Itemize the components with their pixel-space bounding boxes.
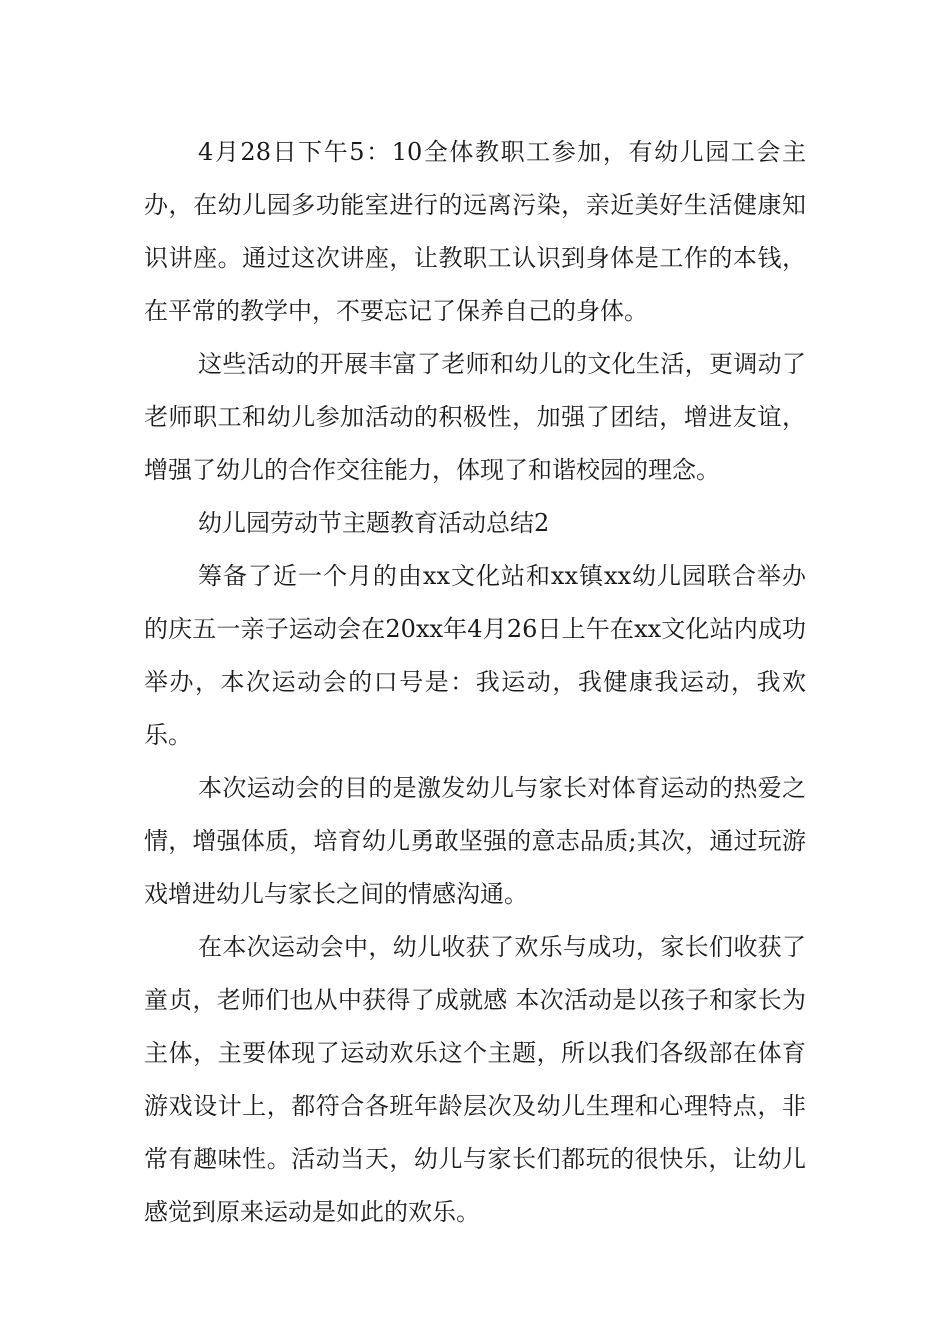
paragraph-activities-summary: 这些活动的开展丰富了老师和幼儿的文化生活，更调动了老师职工和幼儿参加活动的积极性，加强了团结，增进友谊，增强了幼儿的合作交往能力，体现了和谐校园的理念。 — [144, 350, 806, 484]
document-body — [144, 126, 806, 1239]
paragraph-lecture: 4月28日下午5：10全体教职工参加，有幼儿园工会主办，在幼儿园多功能室进行的远离污染，亲近美好生活健康知识讲座。通过这次讲座，让教职工认识到身体是工作的本钱，在平常的教学中，不要忘记了保养自己的身体。 — [144, 138, 806, 325]
section-heading: 幼儿园劳动节主题教育活动总结2 — [198, 509, 550, 537]
paragraph-sports-meet-purpose: 本次运动会的目的是激发幼儿与家长对体育运动的热爱之情，增强体质，培育幼儿勇敢坚强的意志品质;其次，通过玩游戏增进幼儿与家长之间的情感沟通。 — [144, 774, 806, 908]
paragraph-sports-meet-intro: 筹备了近一个月的由xx文化站和xx镇xx幼儿园联合举办的庆五一亲子运动会在20xx年4月26日上午在xx文化站内成功举办，本次运动会的口号是：我运动，我健康我运动，我欢乐。 — [144, 562, 806, 749]
paragraph-sports-meet-result: 在本次运动会中，幼儿收获了欢乐与成功，家长们收获了童贞，老师们也从中获得了成就感 本次活动是以孩子和家长为主体，主要体现了运动欢乐这个主题，所以我们各级部在体育游戏设计上，都符合各班年龄层次及幼儿生理和心理特点，非常有趣味性。活动当天，幼儿与家长们都玩的很快乐，让幼儿感觉到原来运动是如此的欢乐。 — [144, 933, 806, 1226]
